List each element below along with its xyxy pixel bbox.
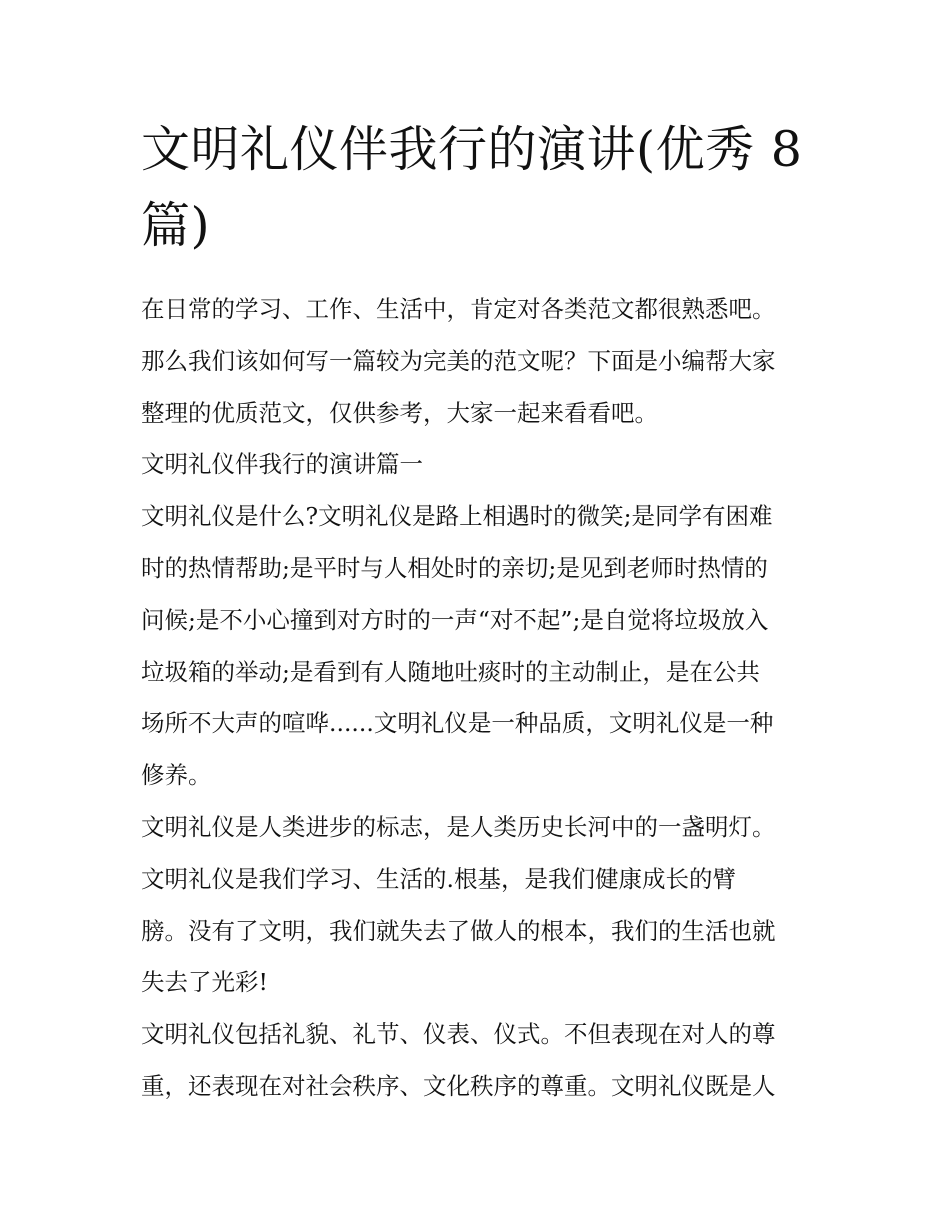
text-line: 重，还表现在对社会秩序、文化秩序的尊重。文明礼仪既是人: [141, 1071, 776, 1100]
body-paragraph: [141, 854, 813, 1009]
body-paragraph: [141, 802, 813, 854]
text-line: 膀。没有了文明，我们就失去了做人的根本，我们的生活也就: [141, 916, 776, 945]
text-line: 文明礼仪是我们学习、生活的.根基，是我们健康成长的臂: [141, 864, 736, 893]
section-heading: 文明礼仪伴我行的演讲篇一: [141, 450, 423, 479]
text-line: 时的热情帮助;是平时与人相处时的亲切;是见到老师时热情的: [141, 553, 768, 582]
text-line: 失去了光彩!: [141, 968, 268, 997]
body-paragraph: [141, 491, 813, 802]
text-line: 整理的优质范文，仅供参考，大家一起来看看吧。: [141, 398, 658, 427]
text-line: 垃圾箱的举动;是看到有人随地吐痰时的主动制止，是在公共: [141, 657, 760, 686]
text-line: 在日常的学习、工作、生活中，肯定对各类范文都很熟悉吧。: [141, 295, 776, 323]
body-paragraph: [141, 1009, 813, 1113]
text-line: 场所不大声的喧哗......文明礼仪是一种品质，文明礼仪是一种: [141, 709, 774, 738]
document-title: 文明礼仪伴我行的演讲(优秀 8 篇): [141, 121, 803, 254]
text-line: 文明礼仪是什么?文明礼仪是路上相遇时的微笑;是同学有困难: [141, 502, 773, 531]
text-line: 问候;是不小心撞到对方时的一声“对不起”;是自觉将垃圾放入: [141, 605, 769, 634]
text-line: 那么我们该如何写一篇较为完美的范文呢？下面是小编帮大家: [141, 346, 776, 375]
text-line: 文明礼仪包括礼貌、礼节、仪表、仪式。不但表现在对人的尊: [141, 1020, 776, 1049]
document-page: [141, 112, 813, 1113]
text-line: 修养。: [141, 761, 212, 790]
text-line: 文明礼仪是人类进步的标志，是人类历史长河中的一盏明灯。: [141, 812, 776, 841]
intro-paragraph: [141, 284, 813, 439]
